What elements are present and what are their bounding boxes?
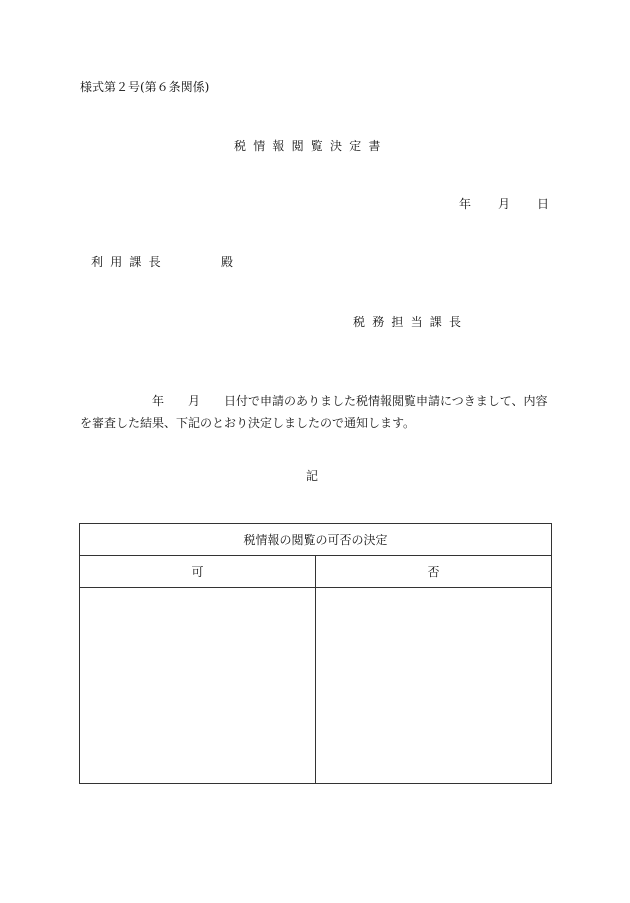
addressee-name: 利用課長 bbox=[91, 255, 168, 269]
document-title: 税情報閲覧決定書 bbox=[234, 139, 388, 153]
cell-deny bbox=[316, 588, 552, 784]
sender-title: 税務担当課長 bbox=[353, 315, 469, 329]
body-paragraph bbox=[80, 390, 550, 434]
column-deny: 否 bbox=[316, 556, 552, 588]
form-number: 様式第２号(第６条関係) bbox=[80, 80, 210, 94]
date-day-label: 日 bbox=[537, 197, 550, 211]
column-approve: 可 bbox=[80, 556, 316, 588]
date-year-label: 年 bbox=[459, 197, 472, 211]
body-month-label: 月 bbox=[188, 394, 201, 408]
date-month-label: 月 bbox=[498, 197, 511, 211]
cell-approve bbox=[80, 588, 316, 784]
addressee-honorific: 殿 bbox=[221, 255, 234, 269]
ki-heading: 記 bbox=[306, 469, 319, 483]
body-text: 日付で申請のありました税情報閲覧申請につきまして、内容を審査した結果、下記のとおり決定しましたので通知します。 bbox=[80, 394, 548, 430]
decision-table-header: 税情報の閲覧の可否の決定 bbox=[80, 524, 552, 556]
decision-table bbox=[79, 523, 552, 784]
date-line bbox=[459, 198, 549, 210]
body-year-label: 年 bbox=[152, 394, 165, 408]
